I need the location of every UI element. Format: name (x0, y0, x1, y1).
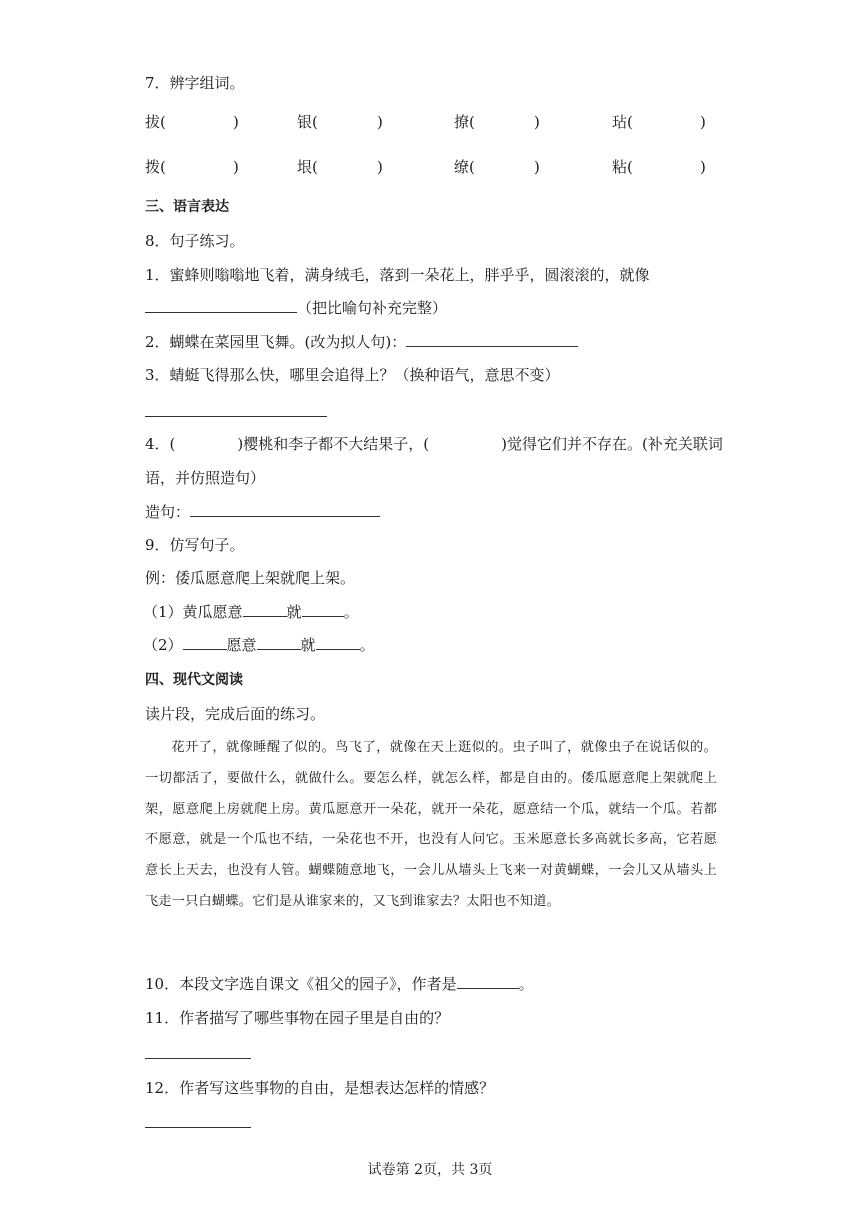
q12: 12．作者写这些事物的自由，是想表达怎样的情感？ (145, 1079, 495, 1097)
q8-make-sentence: 造句： (145, 501, 380, 523)
answer-blank[interactable] (183, 634, 227, 650)
q7-char: 垠 (297, 158, 313, 176)
q9-title: 9．仿写句子。 (145, 536, 245, 554)
q9-item-2: （2） 愿意 就 。 (143, 636, 375, 654)
q7-char: 撩 (454, 113, 470, 131)
reading-passage: 花开了，就像睡醒了似的。鸟飞了，就像在天上逛似的。虫子叫了，就像虫子在说话似的。一切都活了，要做什么，就做什么。要怎么样，就怎么样，都是自由的。倭瓜愿意爬上架就爬上架，愿意爬上房就爬上房。黄瓜愿意开一朵花，就开一朵花，愿意结一个瓜，就结一个瓜。若都不愿意，就是一个瓜也不结，一朵花也不开，也没有人问它。玉米愿意长多高就长多高，它若愿意长上天去，也没有人管。蝴蝶随意地飞，一会儿从墙头上飞来一对黄蝴蝶，一会儿又从墙头上飞走一只白蝴蝶。它们是从谁家来的，又飞到谁家去？太阳也不知道。 (145, 740, 717, 909)
answer-blank[interactable] (145, 415, 327, 417)
q11: 11．作者描写了哪些事物在园子里是自由的？ (145, 1009, 450, 1027)
q8-sentence-4-cont: 语，并仿照造句） (145, 469, 266, 487)
q7-item: 银( ) (297, 113, 383, 131)
q7-item: 撩( ) (454, 113, 540, 131)
answer-blank[interactable] (145, 1126, 251, 1128)
answer-blank[interactable] (243, 601, 287, 617)
q7-item: 拔( ) (145, 113, 239, 131)
q7-char: 拨 (145, 158, 161, 176)
q8-sentence-1: 1．蜜蜂则嗡嗡地飞着，满身绒毛，落到一朵花上，胖乎乎，圆滚滚的，就像 (145, 266, 650, 284)
q8-sentence-1-cont: （把比喻句补充完整） (145, 297, 447, 319)
answer-blank[interactable] (145, 297, 297, 313)
q7-item: 玷( ) (612, 113, 706, 131)
q7-char: 银 (297, 113, 313, 131)
answer-blank[interactable] (190, 501, 380, 517)
answer-blank[interactable] (302, 601, 344, 617)
q7-char: 拔 (145, 113, 161, 131)
q7-item: 垠( ) (297, 158, 383, 176)
q7-title: 7．辨字组词。 (145, 74, 245, 92)
answer-blank[interactable] (257, 634, 301, 650)
q8-sentence-3: 3．蜻蜓飞得那么快，哪里会追得上？（换种语气，意思不变） (145, 366, 560, 384)
q7-item: 粘( ) (612, 158, 706, 176)
q7-char: 粘 (612, 158, 628, 176)
section-heading: 三、语言表达 (145, 199, 229, 215)
q9-example: 例：倭瓜愿意爬上架就爬上架。 (145, 569, 356, 587)
q8-title: 8．句子练习。 (145, 232, 245, 250)
answer-blank[interactable] (316, 634, 360, 650)
page-footer: 试卷第 2页，共 3页 (367, 1162, 493, 1178)
reading-intro: 读片段，完成后面的练习。 (145, 705, 326, 723)
q7-item: 拨( ) (145, 158, 239, 176)
q7-char: 缭 (454, 158, 470, 176)
section-heading: 四、现代文阅读 (145, 672, 243, 688)
answer-blank[interactable] (406, 331, 578, 347)
q10: 10．本段文字选自课文《祖父的园子》，作者是 。 (145, 975, 534, 993)
q9-item-1: （1）黄瓜愿意 就 。 (143, 603, 359, 621)
answer-blank[interactable] (457, 973, 519, 989)
q8-sentence-2: 2．蝴蝶在菜园里飞舞。(改为拟人句)： (145, 331, 578, 353)
q7-char: 玷 (612, 113, 628, 131)
answer-blank[interactable] (145, 1057, 251, 1059)
q8-sentence-4: 4．( )樱桃和李子都不大结果子，( )觉得它们并不存在。(补充关联词 (145, 435, 723, 453)
q7-item: 缭( ) (454, 158, 540, 176)
